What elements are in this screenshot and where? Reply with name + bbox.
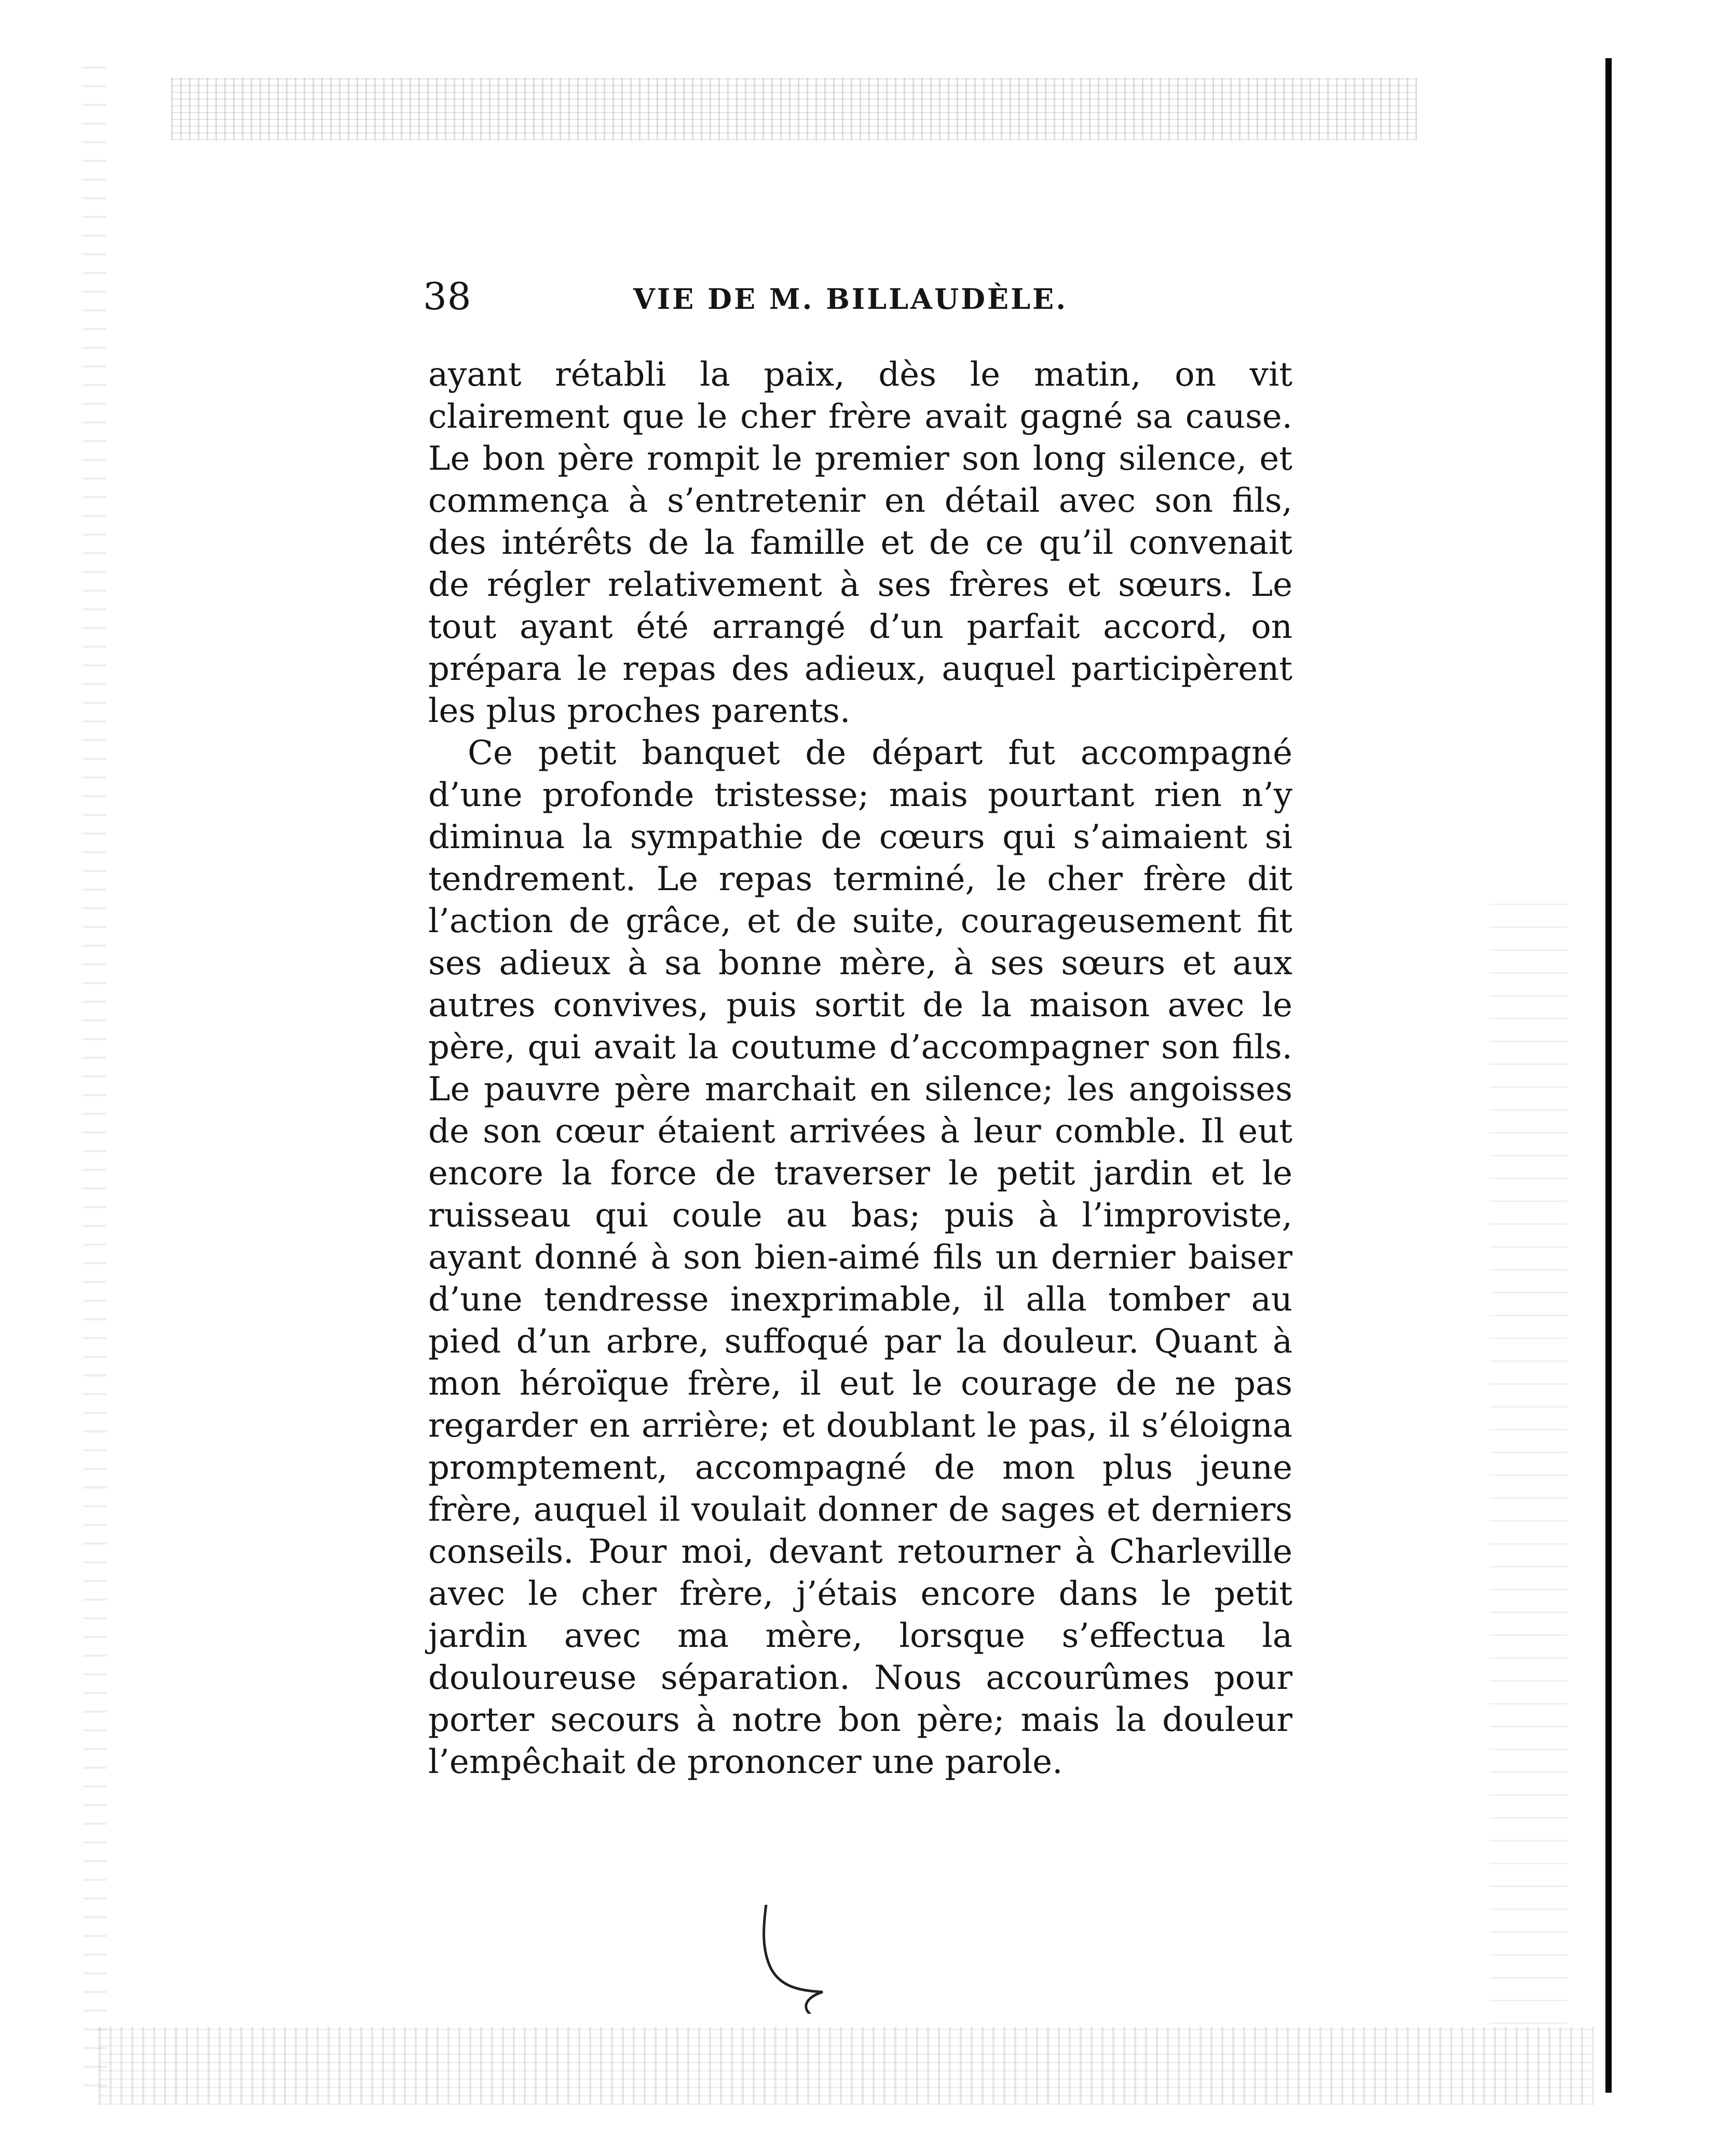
ink-flourish-mark bbox=[747, 1905, 856, 2014]
page-text bbox=[428, 354, 1292, 1783]
page-number: 38 bbox=[423, 275, 472, 318]
paragraph-1: ayant rétabli la paix, dès le matin, on vit clairement que le cher frère avait gagné sa cause. Le bon père rompit le premier son long silence, et commença à s’entretenir en détail avec son fils, des intérêts de la famille et de ce qu’il convenait de régler relativement à ses frères et sœurs. Le tout ayant été arrangé d’un parfait accord, on prépara le repas des adieux, auquel participèrent les plus proches parents. bbox=[428, 356, 1292, 730]
right-page-edge bbox=[1605, 58, 1612, 2093]
bottom-scan-noise bbox=[99, 2027, 1593, 2105]
left-edge-scan-noise bbox=[83, 62, 106, 2086]
top-scan-noise bbox=[171, 78, 1417, 140]
running-title: VIE DE M. BILLAUDÈLE. bbox=[633, 282, 1068, 316]
page-header bbox=[423, 275, 1311, 327]
paragraph-2: Ce petit banquet de départ fut accompagné d’une profonde tristesse; mais pourtant rien n’y diminua la sympathie de cœurs qui s’aimaient si tendrement. Le repas terminé, le cher frère dit l’action de grâce, et de suite, courageusement fit ses adieux à sa bonne mère, à ses sœurs et aux autres convives, puis sortit de la maison avec le père, qui avait la coutume d’accompagner son fils. Le pauvre père marchait en silence; les angoisses de son cœur étaient arrivées à leur comble. Il eut encore la force de traverser le petit jardin et le ruisseau qui coule au bas; puis à l’improviste, ayant donné à son bien-aimé fils un dernier baiser d’une tendresse inexprimable, il alla tomber au pied d’un arbre, suffoqué par la douleur. Quant à mon héroïque frère, il eut le courage de ne pas regarder en arrière; et doublant le pas, il s’éloigna promptement, accompagné de mon plus jeune frère, auquel il voulait donner de sages et derniers conseils. Pour moi, devant retourner à Charleville avec le cher frère, j’étais encore dans le petit jardin avec ma mère, lorsque s’effectua la douloureuse séparation. Nous accourûmes pour porter secours à notre bon père; mais la douleur l’empêchait de prononcer une parole. bbox=[428, 734, 1292, 1781]
right-margin-scan-noise bbox=[1490, 882, 1568, 2024]
